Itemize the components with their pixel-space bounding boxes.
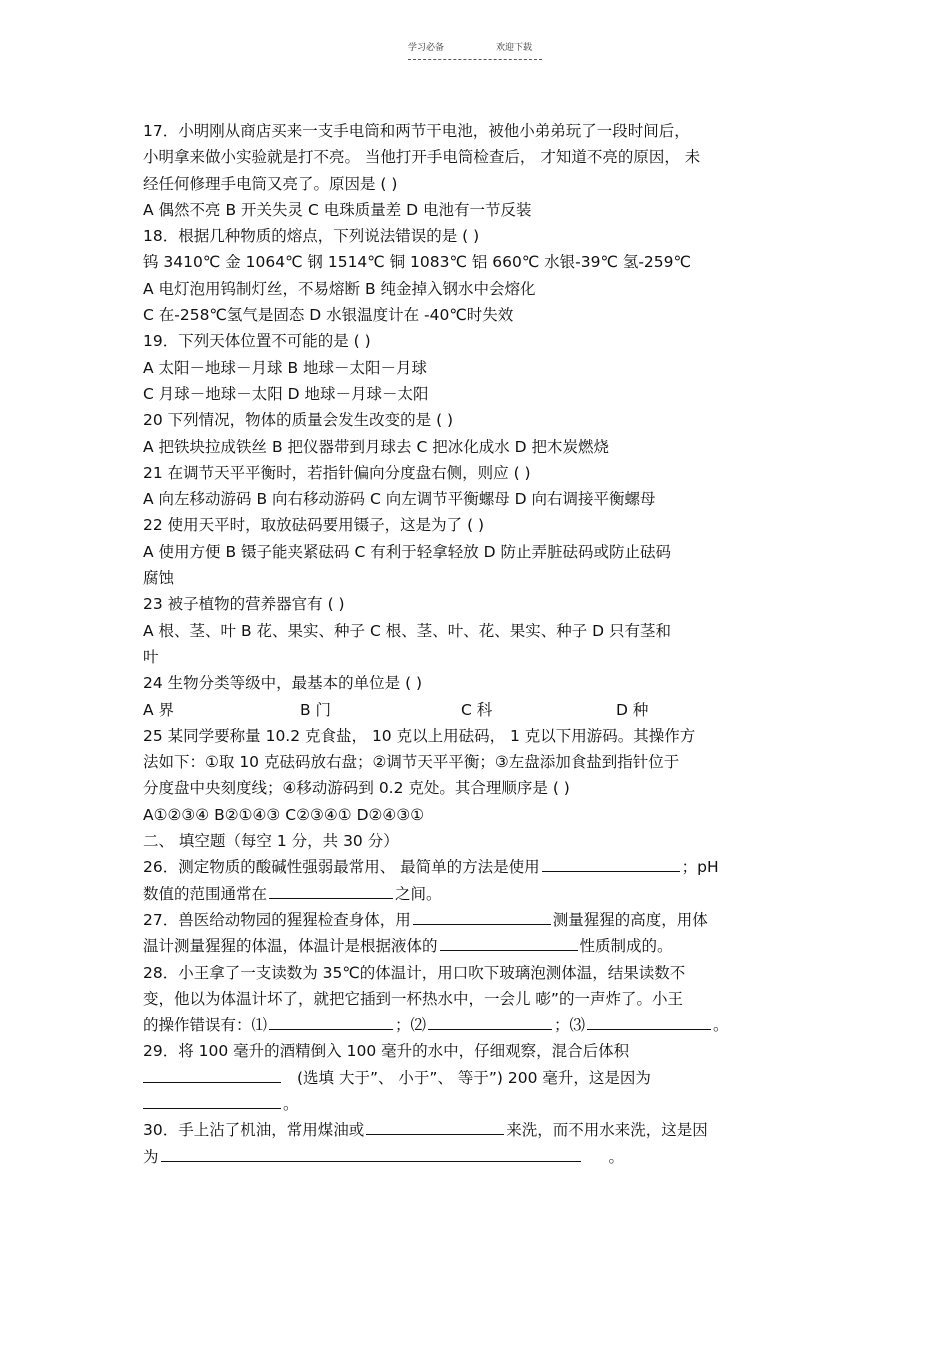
q30-line-1: [143, 1117, 813, 1143]
q21-line-2: A 向左移动游码 B 向右移动游码 C 向左调节平衡螺母 D 向右调接平衡螺母: [143, 490, 656, 509]
q28-blank-2[interactable]: [428, 1013, 552, 1030]
q24-line-1: 24 生物分类等级中，最基本的单位是 ( ): [143, 674, 423, 693]
header-right-text: 欢迎下载: [496, 43, 533, 53]
q20-line-1: 20 下列情况，物体的质量会发生改变的是 ( ): [143, 411, 454, 430]
q29-text-3: 。: [283, 1094, 299, 1113]
q28-line-1: 28．小王拿了一支读数为 35℃的体温计，用口吹下玻璃泡测体温，结果读数不: [143, 963, 686, 982]
q26-line-1: [143, 854, 813, 880]
q18-line-1: 18．根据几种物质的熔点，下列说法错误的是 ( ): [143, 227, 480, 246]
q29-blank-2[interactable]: [143, 1092, 281, 1109]
q30-text-3: 为: [143, 1147, 159, 1166]
q27-line-1: [143, 907, 813, 933]
q17-line-1: 17．小明刚从商店买来一支手电筒和两节干电池，被他小弟弟玩了一段时间后，: [143, 122, 690, 140]
q27-text-1: 27．兽医给动物园的猩猩检查身体，用: [143, 910, 411, 929]
q28-line-3: [143, 1012, 813, 1038]
q17-line-2: 小明拿来做小实验就是打不亮。 当他打开手电筒检查后， 才知道不亮的原因， 未: [143, 148, 701, 167]
q26-text-4: 之间。: [395, 884, 442, 903]
q27-blank-1[interactable]: [413, 908, 551, 925]
q30-blank-2[interactable]: [161, 1145, 581, 1162]
q26-text-3: 数值的范围通常在: [143, 884, 268, 903]
q17-options: A 偶然不亮 B 开关失灵 C 电珠质量差 D 电池有一节反装: [143, 200, 532, 219]
q28-text-4: 。: [713, 1016, 729, 1035]
q25-line-4: A①②③④ B②①④③ C②③④① D②④③①: [143, 805, 425, 824]
q26-text-2: ；pH: [681, 858, 719, 877]
q30-text-2: 来洗，而不用水来洗，这是因: [506, 1121, 708, 1140]
q22-line-3: 腐蚀: [143, 569, 175, 588]
q28-text-2: ；⑵: [395, 1016, 427, 1035]
q30-blank-1[interactable]: [366, 1118, 504, 1135]
q18-line-3: A 电灯泡用钨制灯丝，不易熔断 B 纯金掉入钢水中会熔化: [143, 279, 536, 298]
q19-line-1: 19．下列天体位置不可能的是 ( ): [143, 332, 371, 351]
q30-line-2: [143, 1144, 813, 1170]
q25-line-3: 分度盘中央刻度线；④移动游码到 0.2 克处。其合理顺序是 ( ): [143, 779, 570, 798]
q27-blank-2[interactable]: [440, 934, 578, 951]
q25-line-1: 25 某同学要称量 10.2 克食盐， 10 克以上用砝码， 1 克以下用游码。其操作方: [143, 726, 696, 745]
q27-text-2: 测量猩猩的高度，用体: [552, 910, 708, 929]
q25-line-2: 法如下：①取 10 克砝码放右盘；②调节天平平衡；③左盘添加食盐到指针位于: [143, 753, 680, 772]
q28-text-3: ；⑶: [554, 1016, 586, 1035]
q20-line-2: A 把铁块拉成铁丝 B 把仪器带到月球去 C 把冰化成水 D 把木炭燃烧: [143, 437, 609, 456]
q23-line-2: A 根、茎、叶 B 花、果实、种子 C 根、茎、叶、花、果实、种子 D 只有茎和: [143, 621, 671, 640]
q27-text-3: 温计测量猩猩的体温，体温计是根据液体的: [143, 937, 438, 956]
section-2-heading: 二、 填空题（每空 1 分，共 30 分）: [143, 832, 399, 851]
q26-blank-2[interactable]: [269, 882, 393, 899]
question-content: [143, 118, 813, 1170]
q24-option-b: B 门: [300, 700, 332, 719]
q30-text-1: 30．手上沾了机油，常用煤油或: [143, 1121, 365, 1140]
q26-blank-1[interactable]: [542, 855, 680, 872]
q28-line-2: 变，他以为体温计坏了，就把它插到一杯热水中，一会儿 嘭”的一声炸了。小王: [143, 989, 683, 1008]
q30-text-4: 。: [608, 1147, 625, 1166]
q18-line-2: 钨 3410℃ 金 1064℃ 钢 1514℃ 铜 1083℃ 铝 660℃ 水银-39℃ 氢-259℃: [143, 253, 691, 272]
q24-options: [143, 697, 813, 723]
q23-line-3: 叶: [143, 647, 159, 666]
q28-blank-1[interactable]: [269, 1013, 393, 1030]
q22-line-1: 22 使用天平时，取放砝码要用镊子，这是为了 ( ): [143, 516, 485, 535]
header-left-text: 学习必备: [408, 43, 445, 53]
q26-line-2: [143, 881, 813, 907]
q29-line-3: [143, 1091, 813, 1117]
q29-text-2: (选填 大于”、 小于”、 等于”) 200 毫升，这是因为: [297, 1068, 651, 1087]
q24-option-a: A 界: [143, 700, 175, 719]
q29-line-2: [143, 1065, 813, 1091]
q19-line-2: A 太阳－地球－月球 B 地球－太阳－月球: [143, 358, 428, 377]
q27-line-2: [143, 933, 813, 959]
q27-text-4: 性质制成的。: [579, 937, 673, 956]
q29-blank-1[interactable]: [143, 1066, 281, 1083]
q26-text-1: 26．测定物质的酸碱性强弱最常用、 最简单的方法是使用: [143, 858, 540, 877]
q19-line-3: C 月球－地球－太阳 D 地球－月球－太阳: [143, 384, 429, 403]
q29-line-1: 29．将 100 毫升的酒精倒入 100 毫升的水中，仔细观察，混合后体积: [143, 1042, 630, 1061]
q18-line-4: C 在-258℃氢气是固态 D 水银温度计在 -40℃时失效: [143, 306, 514, 325]
q22-line-2: A 使用方便 B 镊子能夹紧砝码 C 有利于轻拿轻放 D 防止弄脏砝码或防止砝码: [143, 542, 671, 561]
q28-blank-3[interactable]: [587, 1013, 711, 1030]
q23-line-1: 23 被子植物的营养器官有 ( ): [143, 595, 345, 614]
page-header: [408, 40, 542, 60]
q24-option-c: C 科: [461, 700, 493, 719]
q28-text-1: 的操作错误有：⑴: [143, 1016, 268, 1035]
q17-line-3: 经任何修理手电筒又亮了。原因是 ( ): [143, 174, 398, 193]
q24-option-d: D 种: [616, 700, 649, 719]
q21-line-1: 21 在调节天平平衡时，若指针偏向分度盘右侧，则应 ( ): [143, 463, 531, 482]
